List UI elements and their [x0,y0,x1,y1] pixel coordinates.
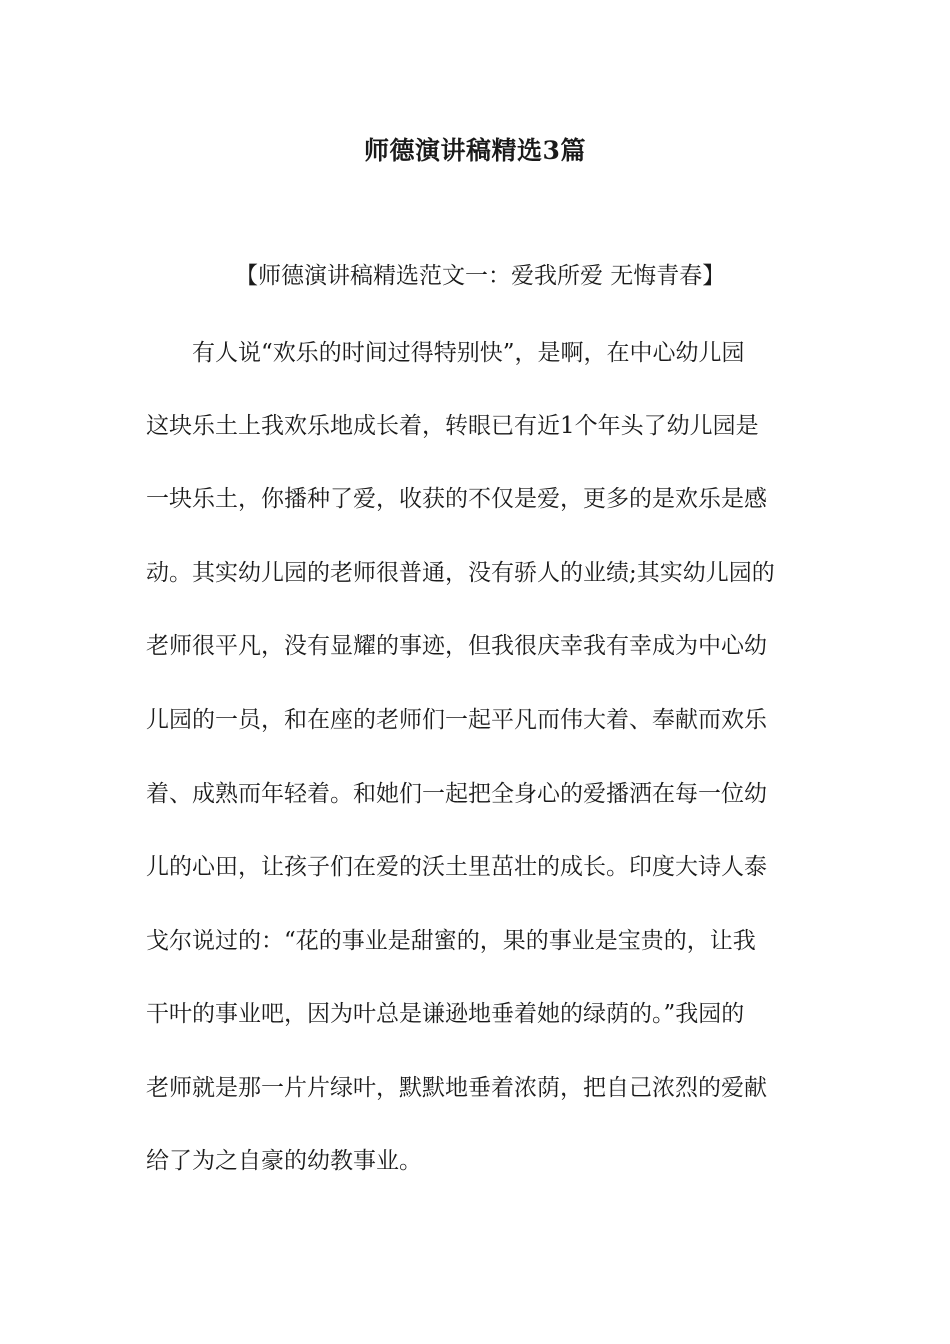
paragraph-line: 有人说“欢乐的时间过得特别快”，是啊，在中心幼儿园 [146,340,745,366]
paragraph-line: 老师就是那一片片绿叶，默默地垂着浓荫，把自己浓烈的爱献 [146,1075,767,1101]
paragraph-line: 动。其实幼儿园的老师很普通，没有骄人的业绩;其实幼儿园的 [146,560,775,586]
paragraph-line: 干叶的事业吧，因为叶总是谦逊地垂着她的绿荫的。”我园的 [146,1001,745,1027]
paragraph-line: 儿园的一员，和在座的老师们一起平凡而伟大着、奉献而欢乐 [146,707,767,733]
paragraph-line: 戈尔说过的：“花的事业是甜蜜的，果的事业是宝贵的，让我 [146,928,756,954]
paragraph-line: 这块乐土上我欢乐地成长着，转眼已有近1个年头了幼儿园是 [146,413,759,439]
paragraph-line: 儿的心田，让孩子们在爱的沃土里茁壮的成长。印度大诗人泰 [146,854,767,880]
paragraph-line: 老师很平凡，没有显耀的事迹，但我很庆幸我有幸成为中心幼 [146,633,767,659]
document-title: 师德演讲稿精选3篇 [364,136,586,165]
paragraph-line: 一块乐土，你播种了爱，收获的不仅是爱，更多的是欢乐是感 [146,486,767,512]
section-heading: 【师德演讲稿精选范文一：爱我所爱 无悔青春】 [235,263,726,289]
paragraph-line: 给了为之自豪的幼教事业。 [146,1148,422,1174]
paragraph-line: 着、成熟而年轻着。和她们一起把全身心的爱播洒在每一位幼 [146,781,767,807]
